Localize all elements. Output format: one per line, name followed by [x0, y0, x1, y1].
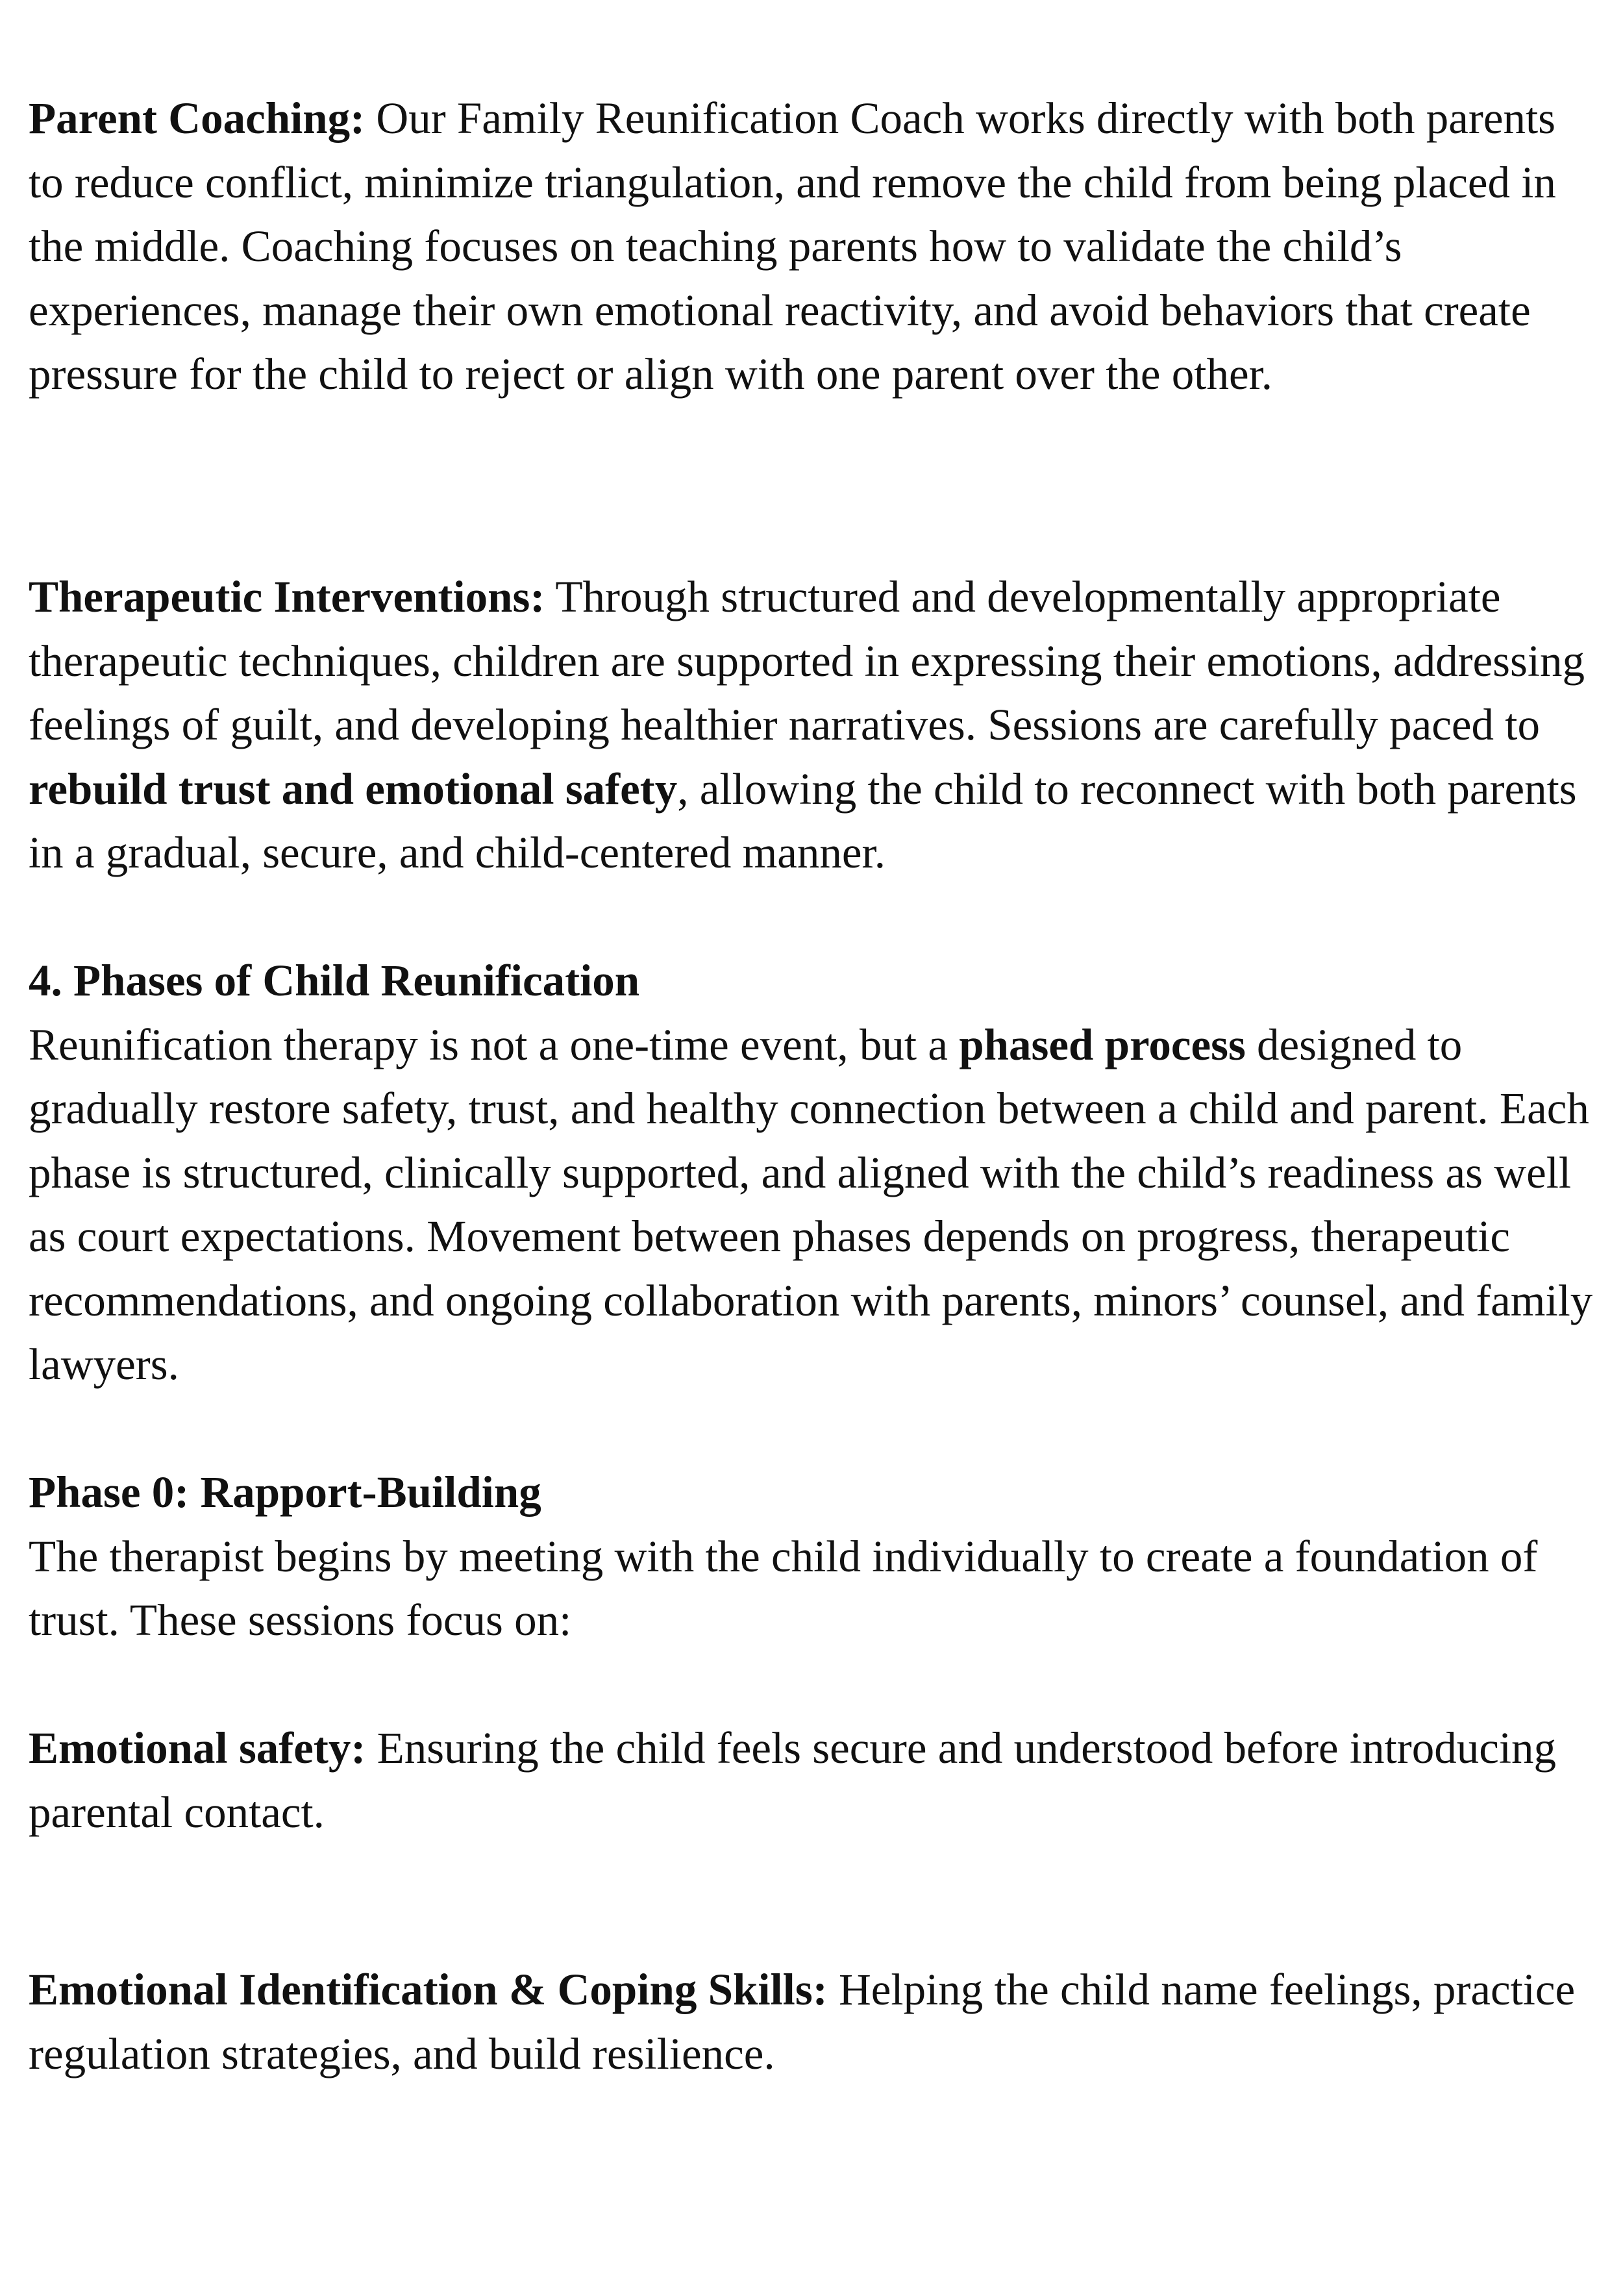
phases-heading: 4. Phases of Child Reunification: [29, 956, 640, 1005]
parent-coaching-paragraph: [29, 86, 1600, 406]
emotional-safety-text: Ensuring the child feels secure and understood before introducing parental contact.: [29, 1723, 1557, 1837]
coping-skills-label: Emotional Identification & Coping Skills:: [29, 1965, 828, 2014]
emotional-safety-section: [29, 1716, 1600, 1844]
therapeutic-interventions-text-1: Through structured and developmentally appropriate therapeutic techniques, children are supported in expressing their emotions, addressing feelings of guilt, and developing healthier narratives. Sessions are carefully paced to: [29, 572, 1585, 749]
parent-coaching-label: Parent Coaching:: [29, 94, 365, 143]
therapeutic-interventions-section: [29, 565, 1600, 885]
phases-emphasis: phased process: [959, 1019, 1246, 1069]
emotional-safety-paragraph: [29, 1716, 1600, 1844]
coping-skills-text: Helping the child name feelings, practice regulation strategies, and build resilience.: [29, 1965, 1576, 2078]
therapeutic-interventions-text-2: , allowing the child to reconnect with both parents in a gradual, secure, and child-centered manner.: [29, 764, 1577, 877]
phases-text-1: Reunification therapy is not a one-time event, but a: [29, 1019, 960, 1069]
phase-0-heading: Phase 0: Rapport-Building: [29, 1467, 541, 1517]
therapeutic-interventions-label: Therapeutic Interventions:: [29, 572, 545, 621]
phases-text-2: designed to gradually restore safety, trust, and healthy connection between a child and parent. Each phase is structured, clinically supported, and aligned with the child’s readiness as well as court expectations. Movement between phases depends on progress, therapeutic recommendations, and ongoing collaboration with parents, minors’ counsel, and family lawyers.: [29, 1019, 1593, 1389]
therapeutic-interventions-emphasis: rebuild trust and emotional safety: [29, 764, 678, 814]
emotional-safety-label: Emotional safety:: [29, 1723, 366, 1773]
phase-0-paragraph: The therapist begins by meeting with the child individually to create a foundation of trust. These sessions focus on:: [29, 1531, 1538, 1645]
phases-section: [29, 949, 1600, 1397]
parent-coaching-section: [29, 86, 1600, 406]
parent-coaching-text: Our Family Reunification Coach works directly with both parents to reduce conflict, minimize triangulation, and remove the child from being placed in the middle. Coaching focuses on teaching parents how to validate the child’s experiences, manage their own emotional reactivity, and avoid behaviors that create pressure for the child to reject or align with one parent over the other.: [29, 94, 1556, 399]
coping-skills-section: [29, 1958, 1600, 2086]
phases-paragraph: [29, 1013, 1600, 1397]
therapeutic-interventions-paragraph: [29, 565, 1600, 885]
coping-skills-paragraph: [29, 1958, 1600, 2086]
phase-0-section: [29, 1460, 1600, 1653]
